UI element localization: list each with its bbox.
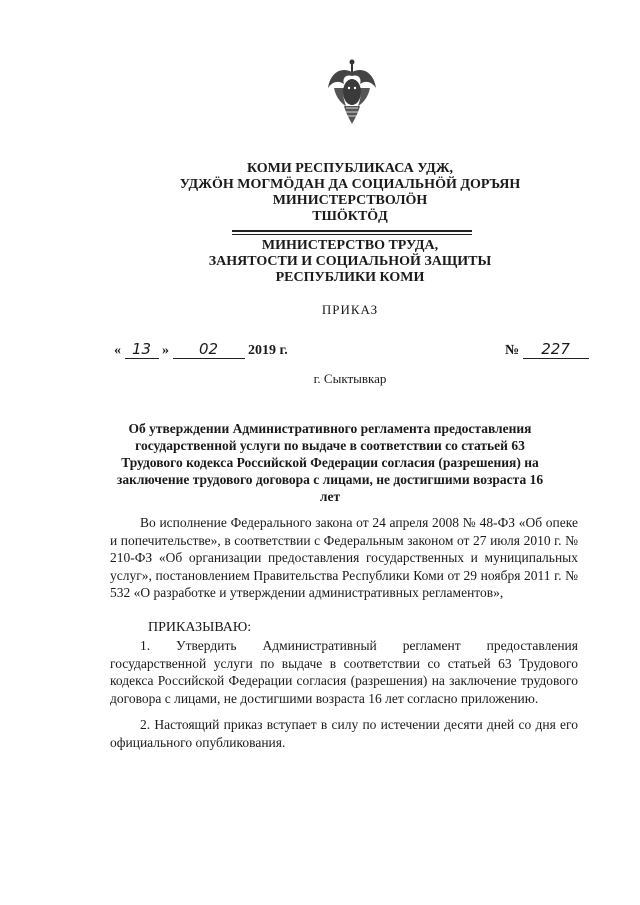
header-divider-thin [232, 234, 472, 235]
order-item-2: 2. Настоящий приказ вступает в силу по истечении десяти дней со дня его официального опубликования. [110, 717, 578, 750]
komi-header-line: КОМИ РЕСПУБЛИКАСА УДЖ, [246, 161, 454, 176]
order-item-1: 1. Утвердить Административный регламент предоставления государственной услуги по выдаче в соответствии со статьей 63 Трудового кодекса Российской Федерации согласия (разрешения) на заключение трудового договора с лицами, не достигшими возраста 16 лет согласно приложению. [110, 638, 578, 706]
date-close-quote: » [162, 343, 169, 358]
number-value: 227 [523, 340, 589, 359]
russian-header [150, 238, 550, 286]
russian-header-line: МИНИСТЕРСТВО ТРУДА, [261, 238, 439, 253]
number-label: № [505, 343, 520, 358]
russian-header-line: ЗАНЯТОСТИ И СОЦИАЛЬНОЙ ЗАЩИТЫ [208, 254, 492, 269]
preamble-paragraph: Во исполнение Федерального закона от 24 апреля 2008 № 48-ФЗ «Об опеке и попечительстве», в соответствии с Федеральным законом от 27 июля 2010 г. № 210-ФЗ «Об организации предоставления государственных и муниципальных услуг», постановлением Правительства Республики Коми от 29 ноября 2011 г. № 532 «О разработке и утверждении административных регламентов», [110, 515, 578, 600]
order-number [505, 340, 589, 359]
komi-header-line: УДЖÖН МОГМÖДАН ДА СОЦИАЛЬНÖЙ ДОРЪЯН [179, 177, 521, 192]
komi-header-line: МИНИСТЕРСТВОЛÖН [272, 193, 428, 208]
order-date [114, 340, 288, 359]
header-divider [232, 230, 472, 232]
coat-of-arms-emblem [326, 58, 378, 126]
document-type: ПРИКАЗ [321, 302, 379, 317]
komi-header-line: ТШÖКТÖД [312, 209, 388, 224]
date-day: 13 [125, 340, 159, 359]
city: г. Сыктывкар [313, 371, 387, 386]
order-title: Об утверждении Административного регламента предоставления государственной услуги по выдаче в соответствии со статьей 63 Трудового кодекса Российской Федерации согласия (разрешения) на заключение трудового договора с лицами, не достигшими возраста 16 лет [116, 421, 544, 504]
date-open-quote: « [114, 343, 121, 358]
date-month: 02 [173, 340, 245, 359]
order-directive: ПРИКАЗЫВАЮ: [148, 620, 252, 635]
russian-header-line: РЕСПУБЛИКИ КОМИ [275, 270, 425, 285]
komi-header [150, 161, 550, 225]
date-year: 2019 г. [248, 343, 288, 358]
